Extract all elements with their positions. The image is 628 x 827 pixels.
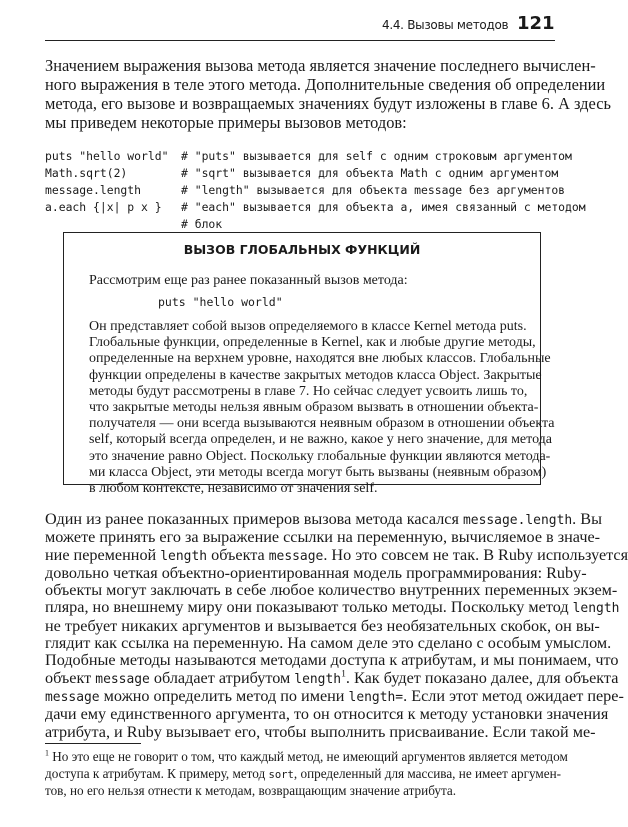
footnote-marker: 1: [341, 668, 346, 680]
text-line: [89, 448, 551, 465]
code-statement: message.length: [45, 183, 142, 197]
sidebar-box-intro: Рассмотрим еще раз ранее показанный вызов метода:: [89, 273, 408, 288]
page-number: 121: [517, 13, 555, 34]
text-line: [89, 464, 547, 481]
text-run: ние переменной: [45, 545, 161, 564]
text-line: [45, 581, 618, 600]
sidebar-box-paragraph: [89, 319, 555, 497]
text-run: обладает атрибутом: [149, 668, 295, 687]
code-statement: puts "hello world": [45, 149, 169, 163]
text-run: ми класса Object, эти методы всегда могут быть вызваны (неявным образом): [89, 464, 547, 480]
sidebar-box-title: ВЫЗОВ ГЛОБАЛЬНЫХ ФУНКЦИЙ: [183, 242, 421, 257]
text-run: мы приведем некоторые примеры вызовов методов:: [45, 113, 407, 132]
text-line: [45, 528, 601, 547]
text-run: дачи ему единственного аргумента, то он относится к методу установки значения: [45, 705, 609, 724]
code-comment: # "puts" вызывается для self с одним строковым аргументом: [181, 149, 572, 163]
text-line: [45, 686, 624, 706]
text-line: [45, 634, 612, 653]
text-run: это значение равно Object. Поскольку глобальные функции являются метода-: [89, 448, 551, 464]
code-comment: # "each" вызывается для объекта a, имея связанный с методом: [181, 200, 586, 214]
inline-code: sort: [268, 768, 294, 781]
text-run: Подобные методы называются методами доступа к атрибутам, и мы понимаем, что: [45, 651, 619, 670]
text-run: . Вы: [572, 510, 602, 528]
text-line: [89, 335, 536, 351]
text-line: [45, 598, 620, 617]
text-run: объект: [45, 668, 96, 687]
text-line: [89, 400, 539, 416]
text-line: [45, 651, 619, 670]
text-line: [89, 432, 553, 448]
text-run: определенные на верхнем уровне, находятся вне любых классов. Глобальные: [89, 351, 551, 367]
sidebar-box-global-functions: [63, 232, 555, 497]
header-rule: [45, 40, 555, 41]
text-line: [45, 94, 611, 113]
text-run: методы будут рассмотрены в главе 7. Но сейчас следует усвоить лишь то,: [89, 383, 528, 399]
text-run: Он представляет собой вызов определяемого в классе Kernel метода puts.: [89, 319, 527, 334]
inline-code: message: [45, 689, 100, 705]
text-run: Один из ранее показанных примеров вызова метода касался: [45, 510, 463, 528]
footnote-rule: [45, 743, 141, 744]
text-run: получателя — они всегда вызываются неявным образом в отношении объекта: [89, 416, 555, 432]
text-line: [89, 319, 527, 335]
inline-code: length: [294, 671, 342, 687]
text-run: тов, но его нельзя отнести к методам, возвращающим значение атрибута.: [45, 783, 457, 798]
inline-code: length=: [348, 689, 404, 705]
text-run: self, который всегда определен, и не важно, какое у него значение, для метода: [89, 432, 553, 448]
text-line: [45, 722, 596, 741]
text-run: , определенный для массива, не имеет аргумен-: [293, 765, 562, 781]
text-run: можно определить метод по имени: [99, 686, 349, 705]
text-run: что закрытые методы нельзя явным образом вызвать в отношении объекта-: [89, 400, 539, 416]
code-example-row: [45, 182, 586, 199]
text-line: [45, 765, 562, 784]
text-run: объекты могут заключать в себе любое количество внутренних переменных экзем-: [45, 581, 618, 600]
text-run: атрибута, и Ruby вызывает его, чтобы выполнить присваивание. Если такой ме-: [45, 722, 596, 741]
text-run: метода, его вызове и возвращаемых значениях будут изложены в главе 6. А здесь: [45, 94, 611, 113]
text-run: . Если этот метод ожидает пере-: [403, 686, 624, 705]
code-statement: Math.sqrt(2): [45, 166, 128, 180]
text-line: [89, 383, 528, 400]
text-run: в любом контексте, независимо от значения self.: [89, 481, 378, 497]
code-example-row: [45, 148, 586, 165]
inline-code: message: [268, 548, 324, 564]
text-line: [45, 616, 600, 635]
inline-code: message: [95, 671, 150, 687]
main-paragraph: [45, 510, 628, 741]
text-run: Глобальные функции, определенные в Kernel, как и любые другие методы,: [89, 335, 536, 351]
code-comment: # "length" вызывается для объекта message без аргументов: [181, 183, 566, 197]
code-statement: a.each {|x| p x }: [45, 200, 162, 214]
text-run: объекта: [207, 545, 269, 564]
text-line: [89, 481, 517, 497]
text-run: пляра, но внешнему миру они показывают только методы. Поскольку метод: [45, 598, 573, 617]
text-line: [89, 351, 551, 367]
text-line: [45, 56, 596, 75]
text-line: [89, 416, 555, 432]
text-run: . Как будет показано далее, для объекта: [345, 668, 619, 687]
inline-code: length: [572, 601, 620, 617]
text-line: [45, 563, 587, 582]
code-example-row: [45, 216, 586, 233]
text-run: довольно четкая объектно-ориентированная модель программирования: Ruby-: [45, 563, 587, 582]
code-example-row: [45, 199, 586, 216]
text-line: [45, 668, 619, 688]
text-run: функции определены в качестве закрытых методов класса Object. Закрытые: [89, 367, 542, 383]
text-run: можете принять его за выражение ссылки на переменную, вычисляемое в значе-: [45, 528, 601, 547]
code-example-row: [45, 165, 586, 182]
text-run: Значением выражения вызова метода является значение последнего вычислен-: [45, 56, 596, 75]
text-line: [45, 510, 602, 529]
text-line: [45, 545, 628, 565]
text-run: . Но это совсем не так. В Ruby используется: [323, 545, 628, 564]
text-run: не требует никаких аргументов и вызывается без необязательных скобок, он вы-: [45, 616, 600, 635]
text-line: [45, 113, 555, 132]
text-line: [45, 705, 609, 724]
code-statement: [45, 216, 181, 233]
text-line: [45, 783, 555, 800]
code-examples: [45, 148, 586, 233]
running-header-title: 4.4. Вызовы методов: [382, 18, 509, 32]
code-comment: # блок: [181, 217, 223, 231]
text-run: Но это еще не говорит о том, что каждый метод, не имеющий аргументов является методом: [48, 749, 568, 764]
text-line: [89, 367, 542, 384]
sidebar-box-code: puts "hello world": [158, 295, 283, 309]
intro-paragraph: [45, 56, 611, 132]
code-comment: # "sqrt" вызывается для объекта Math с одним аргументом: [181, 166, 559, 180]
text-line: [45, 75, 606, 94]
text-line: [45, 748, 568, 766]
inline-code: length: [160, 548, 208, 564]
footnote-marker: 1: [45, 748, 49, 758]
text-run: ного выражения в теле этого метода. Дополнительные сведения об определении: [45, 75, 606, 94]
inline-code: message.length: [462, 513, 573, 528]
text-run: глядит как ссылка на переменную. На самом деле это сделано с особым умыслом.: [45, 634, 612, 653]
text-run: доступа к атрибутам. К примеру, метод: [45, 765, 269, 781]
footnote: [45, 748, 568, 800]
